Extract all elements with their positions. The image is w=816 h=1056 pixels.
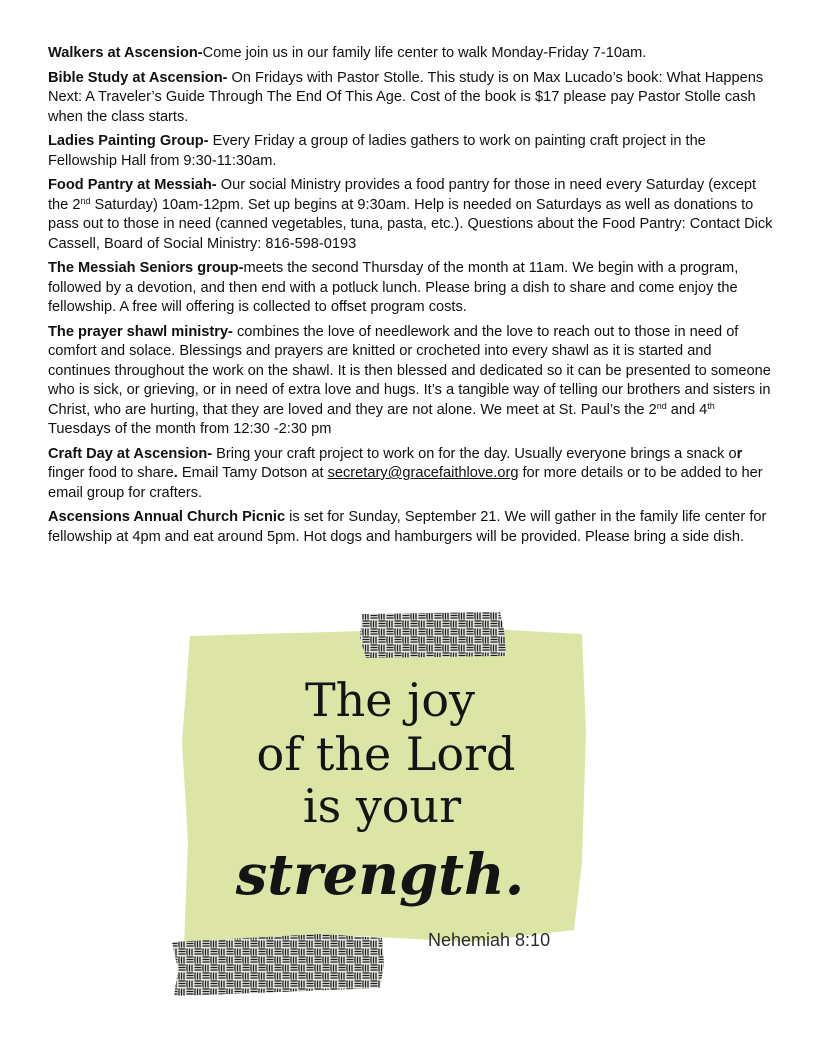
prayer-shawl-announcement [48,323,774,440]
walkers-title: Walkers at Ascension- [48,45,203,61]
ladies-painting-announcement [48,132,774,171]
craft-day-title: Craft Day at Ascension- [48,445,213,462]
food-pantry-sup: nd [80,195,91,206]
secretary-email-link[interactable]: secretary@gracefaithlove.org [327,465,519,481]
prayer-shawl-sup-1: nd [656,400,667,411]
seniors-title: The Messiah Seniors group- [48,260,244,276]
picnic-announcement [48,508,774,547]
ladies-painting-title: Ladies Painting Group- [48,133,209,149]
craft-day-bold-r: r [736,445,743,462]
bible-study-text: On Fridays with Pastor Stolle. This study is on Max Lucado’s book: What Happens Next: A Traveler’s Guide Through The End Of This Age. Cost of the book is $17 please pay Pastor Stolle cash when the class starts. [48,69,764,125]
prayer-shawl-title: The prayer shawl ministry- [48,323,233,340]
prayer-shawl-sup-2: th [707,400,715,411]
craft-day-announcement [48,445,774,504]
craft-day-text-4: for more details or to be added to her email group for crafters. [48,465,763,501]
washi-tape-bottom [172,934,384,996]
craft-day-text-1: Bring your craft project to work on for the day. Usually everyone brings a snack o [212,445,737,462]
craft-day-text-3: Email Tamy Dotson at [177,465,328,481]
food-pantry-text-2: Saturday) 10am-12pm. Set up begins at 9:30am. Help is needed on Saturdays as well as donations to pass out to those in need (canned vegetables, tuna, pasta, etc.). Questions about the Food Pantry: Contact Dick Cassell, Board of Social Ministry: 816-598-0193 [48,196,773,252]
food-pantry-announcement [48,176,774,254]
verse-line-3: is your [302,779,462,833]
verse-reference: Nehemiah 8:10 [428,930,551,950]
seniors-text: meets the second Thursday of the month at 11am. We begin with a program, followed by a devotion, and then end with a potluck lunch. Please bring a dish to share and come enjoy the fellowship. A free will offering is collected to offset program costs. [48,260,739,315]
walkers-text: Come join us in our family life center to walk Monday-Friday 7-10am. [202,45,647,61]
verse-artwork [170,612,600,996]
food-pantry-title: Food Pantry at Messiah- [48,177,217,193]
craft-day-text-2: finger food to share [48,465,174,481]
announcements-list [48,44,774,552]
picnic-title: Ascensions Annual Church Picnic [48,509,286,525]
picnic-text: is set for Sunday, September 21. We will gather in the family life center for fellowship at 4pm and eat around 5pm. Hot dogs and hamburgers will be provided. Please bring a side dish. [48,509,767,545]
verse-line-4: strength. [235,842,525,908]
craft-day-bold-dot: . [173,465,178,481]
bible-study-announcement [48,69,774,128]
walkers-announcement [48,44,774,64]
bible-study-title: Bible Study at Ascension- [48,69,228,86]
verse-artwork-svg [170,612,600,996]
seniors-announcement [48,259,774,318]
prayer-shawl-text-2: and 4 [666,401,708,418]
verse-line-2: of the Lord [256,727,516,781]
verse-line-1: The joy [304,673,476,727]
ladies-painting-text: Every Friday a group of ladies gathers to work on painting craft project in the Fellowship Hall from 9:30-11:30am. [48,133,706,169]
washi-tape-top [360,612,506,658]
prayer-shawl-text-1: combines the love of needlework and the love to reach out to those in need of comfort and solace. Blessings and prayers are knitted or crocheted into every shawl as it is started and continues throughout the work on the shawl. It is then blessed and dedicated so it can be presented to someone who is sick, or grieving, or in need of extra love and hugs. It’s a tangible way of telling our brothers and sisters in Christ, who are hurting, that they are loved and they are not alone. We meet at St. Paul’s the 2 [48,323,771,418]
prayer-shawl-text-3: Tuesdays of the month from 12:30 -2:30 pm [48,421,332,437]
food-pantry-text-1: Our social Ministry provides a food pantry for those in need every Saturday (except the 2 [48,177,757,213]
